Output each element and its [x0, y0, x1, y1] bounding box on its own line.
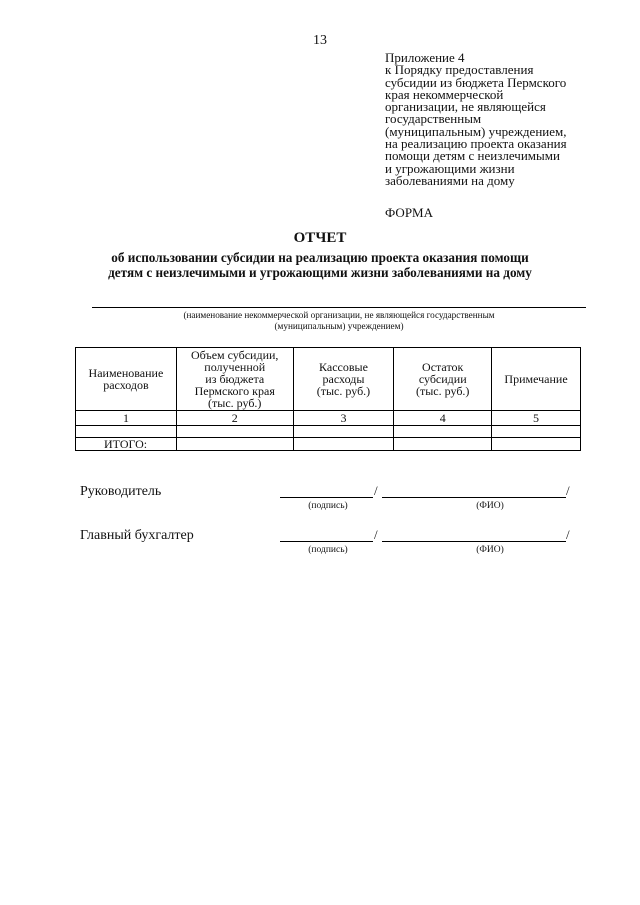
signature-caption: (подпись) — [308, 501, 348, 511]
appendix-reference — [385, 52, 625, 187]
header-note: Примечание — [492, 348, 581, 411]
appendix-line: и угрожающими жизни — [385, 160, 515, 176]
table-row — [76, 426, 581, 438]
header-subsidy-amount: Объем субсидии, полученной из бюджета Пермского края (тыс. руб.) — [176, 348, 293, 411]
column-number: 4 — [394, 411, 492, 426]
appendix-line: государственным — [385, 111, 482, 127]
table-cell[interactable] — [394, 426, 492, 438]
column-number-row — [76, 411, 581, 426]
signature-line[interactable] — [280, 497, 373, 498]
separator-slash: / — [374, 527, 378, 542]
document-subtitle — [60, 251, 580, 280]
full-name-caption: (ФИО) — [476, 545, 504, 555]
appendix-line: Приложение 4 — [385, 50, 465, 65]
subtitle-line: об использовании субсидии на реализацию проекта оказания помощи — [111, 250, 529, 265]
org-caption-line: (муниципальным) учреждением) — [274, 321, 404, 331]
org-caption-line: (наименование некоммерческой организации, не являющейся государственным — [183, 310, 495, 320]
separator-slash: / — [566, 483, 570, 498]
organization-caption — [92, 310, 586, 332]
table-cell[interactable] — [176, 426, 293, 438]
appendix-line: субсидии из бюджета Пермского — [385, 74, 567, 90]
column-number: 2 — [176, 411, 293, 426]
full-name-line[interactable] — [382, 497, 566, 498]
separator-slash: / — [566, 527, 570, 542]
table-cell[interactable] — [293, 438, 394, 451]
table-cell[interactable] — [176, 438, 293, 451]
signature-role-label: Руководитель — [80, 484, 162, 499]
table-cell[interactable] — [293, 426, 394, 438]
total-row — [76, 438, 581, 451]
report-table — [75, 347, 581, 451]
total-label: ИТОГО: — [76, 438, 177, 451]
header-cash-expenses: Кассовые расходы (тыс. руб.) — [293, 348, 394, 411]
full-name-caption: (ФИО) — [476, 501, 504, 511]
appendix-line: заболеваниями на дому — [385, 172, 515, 188]
table-header-row — [76, 348, 581, 411]
table-cell[interactable] — [76, 426, 177, 438]
table-cell[interactable] — [492, 426, 581, 438]
appendix-line: (муниципальным) учреждением, — [385, 123, 567, 139]
column-number: 3 — [293, 411, 394, 426]
appendix-line: края некоммерческой — [385, 86, 504, 102]
signature-line[interactable] — [280, 541, 373, 542]
page-number: 13 — [313, 33, 327, 48]
signature-caption: (подпись) — [308, 545, 348, 555]
appendix-line: на реализацию проекта оказания — [385, 136, 567, 152]
column-number: 1 — [76, 411, 177, 426]
document-title: ОТЧЕТ — [293, 230, 347, 246]
form-label: ФОРМА — [385, 205, 433, 220]
separator-slash: / — [374, 483, 378, 498]
signature-role-label: Главный бухгалтер — [80, 528, 194, 543]
column-number: 5 — [492, 411, 581, 426]
header-subsidy-balance: Остаток субсидии (тыс. руб.) — [394, 348, 492, 411]
appendix-line: организации, не являющейся — [385, 99, 546, 115]
appendix-line: помощи детям с неизлечимыми — [385, 148, 560, 164]
header-expense-name: Наименование расходов — [76, 348, 177, 411]
organization-name-line — [92, 307, 586, 308]
appendix-line: к Порядку предоставления — [385, 62, 534, 78]
full-name-line[interactable] — [382, 541, 566, 542]
subtitle-line: детям с неизлечимыми и угрожающими жизни заболеваниями на дому — [108, 264, 532, 280]
table-cell[interactable] — [394, 438, 492, 451]
table-cell[interactable] — [492, 438, 581, 451]
